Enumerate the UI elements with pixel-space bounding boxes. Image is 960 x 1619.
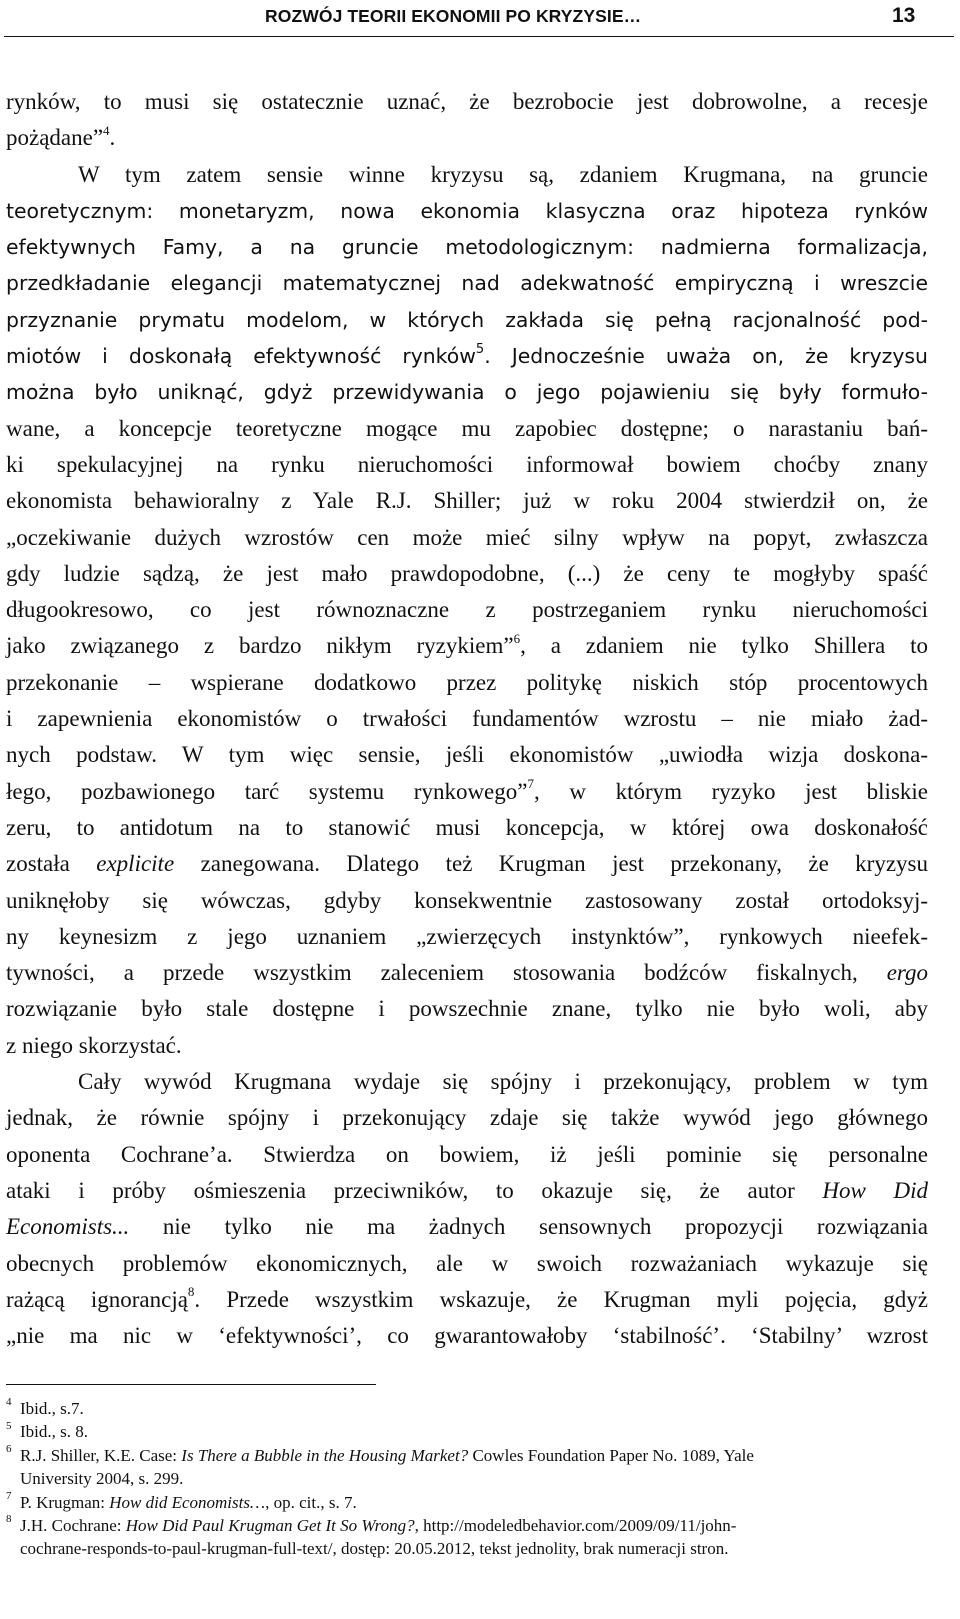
footnote-text: P. Krugman: [20,1492,110,1512]
body-line [6,919,928,955]
line-text: z niego skorzystać. [6,1032,182,1058]
footnote [6,1467,926,1490]
footnote-mark [6,1514,20,1537]
footnote-text-cont: Cowles Foundation Paper No. 1089, Yale [468,1445,754,1465]
body-line [6,1137,928,1173]
footnote-number: 5 [6,1419,12,1432]
line-text: obecnych problemów ekonomicznych, ale w swoich rozważaniach wykazuje się [6,1250,928,1276]
line-text: jako związanego z bardzo nikłym ryzykiem” [6,633,514,659]
line-text: tywności, a przede wszystkim zaleceniem stosowania bodźców fiskalnych, [6,960,887,986]
italic-text: explicite [96,851,175,877]
footnote-number: 8 [6,1513,12,1526]
line-text-cont: , a zdaniem nie tylko Shillera to [520,633,929,659]
body-line [6,1246,928,1282]
body-line [6,810,928,846]
footnote-title: How did Economists… [109,1492,266,1512]
footnote-number: 6 [6,1443,12,1456]
footnote-ref: 7 [527,775,534,791]
footnote-text: Ibid., s.7. [20,1399,84,1418]
body-line [6,665,928,701]
line-text: nie tylko nie ma żadnych sensownych propozycji rozwiązania [129,1214,928,1240]
body-line [6,991,928,1027]
footnote-mark [6,1397,20,1420]
line-text: ny keynesizm z jego uznaniem „zwierzęcych instynktów”, rynkowych nieefek- [6,923,928,949]
header-rule [4,36,954,37]
body-line [6,1209,928,1245]
body-line [6,1173,928,1209]
body-line [6,520,928,556]
body-line [6,338,928,374]
body-line [6,157,928,193]
line-text: łego, pozbawionego tarć systemu rynkowego” [6,778,528,804]
body-line [6,483,928,519]
footnote-text-cont: , http://modeledbehavior.com/2009/09/11/john- [414,1515,737,1535]
footnotes [6,1397,926,1561]
page-header [0,0,960,38]
body-line [6,846,928,882]
footnote-text-cont: , op. cit., s. 7. [265,1492,357,1512]
footnote-number: 4 [6,1396,12,1409]
body-line [6,374,928,410]
footnote [6,1397,926,1420]
footnote-ref: 5 [475,342,485,358]
body-line [6,774,928,810]
line-text-cont: . Przede wszystkim wskazuje, że Krugman myli pojęcia, gdyż [194,1286,928,1312]
body-line [6,120,928,156]
body-line [6,1100,928,1136]
footnote-mark [6,1444,20,1467]
line-text: ki spekulacyjnej na rynku nieruchomości informował bowiem choćby znany [6,451,928,477]
footnote-title: How Did Paul Krugman Get It So Wrong? [125,1515,415,1535]
line-text: rozwiązanie było stale dostępne i powszechnie znane, tylko nie było woli, aby [6,996,928,1022]
body-line [6,411,928,447]
body-line [6,84,928,120]
footnote-ref: 6 [513,630,521,646]
footnote-title: Is There a Bubble in the Housing Market? [181,1445,469,1465]
body-line [6,265,928,301]
body-line [6,628,928,664]
page-number: 13 [892,4,916,27]
body-line [6,229,928,265]
line-text: wane, a koncepcje teoretyczne mogące mu zapobiec dostępne; o narastaniu bań- [6,415,928,441]
line-text: Cały wywód Krugmana wydaje się spójny i przekonujący, problem w tym [78,1069,928,1095]
line-text-cont: , w którym ryzyko jest bliskie [533,778,928,804]
line-text: oponenta Cochrane’a. Stwierdza on bowiem, iż jeśli pominie się personalne [6,1141,928,1167]
line-text-cont: zanegowana. Dlatego też Krugman jest przekonany, że kryzysu [174,851,928,877]
line-text: i zapewnienia ekonomistów o trwałości fundamentów wzrostu – nie miało żad- [6,706,928,732]
body-line [6,592,928,628]
body-line [6,193,928,229]
footnote-text: R.J. Shiller, K.E. Case: [20,1445,182,1465]
line-text: rażącą ignorancją [6,1286,188,1312]
line-text: W tym zatem sensie winne kryzysu są, zdaniem Krugmana, na gruncie [78,161,928,187]
body-line [6,737,928,773]
line-text: przedkładanie elegancji matematycznej nad adekwatność empiryczną i wreszcie [6,271,928,296]
body-line [6,1282,928,1318]
footnote [6,1537,926,1560]
body-text [6,84,928,1354]
italic-text: How Did [822,1177,929,1203]
line-text: gdy ludzie sądzą, że jest mało prawdopodobne, (...) że ceny te mogłyby spaść [6,560,928,586]
body-line [6,1064,928,1100]
line-text: przekonanie – wspierane dodatkowo przez politykę niskich stóp procentowych [6,669,928,695]
footnote-text: Ibid., s. 8. [20,1422,88,1442]
footnote-mark [6,1491,20,1514]
line-text: „nie ma nic w ‘efektywności’, co gwarantowałoby ‘stabilność’. ‘Stabilny’ wzrost [6,1323,928,1349]
body-line [6,883,928,919]
footnote [6,1514,926,1537]
footnote-text: cochrane-responds-to-paul-krugman-full-text/, dostęp: 20.05.2012, tekst jednolity, brak numeracji stron. [20,1539,729,1559]
line-text-cont: . [109,125,116,151]
body-line [6,1028,928,1064]
italic-text: Economists... [6,1214,130,1240]
line-text-cont: . Jednocześnie uważa on, że kryzysu [484,344,928,369]
footnote [6,1444,926,1467]
footnote-text: J.H. Cochrane: [20,1515,126,1535]
body-line [6,302,928,338]
body-line [6,447,928,483]
body-line [6,1318,928,1354]
footnote [6,1491,926,1514]
italic-text: ergo [886,960,928,986]
line-text: długookresowo, co jest równoznaczne z postrzeganiem rynku nieruchomości [6,597,928,623]
footnote-text: University 2004, s. 299. [20,1469,184,1489]
line-text: można było uniknąć, gdyż przewidywania o jego pojawieniu się były formuło- [6,380,928,405]
line-text: uniknęłoby się wówczas, gdyby konsekwentnie zastosowany został ortodoksyj- [6,887,928,913]
line-text: „oczekiwanie dużych wzrostów cen może mieć silny wpływ na popyt, zwłaszcza [6,524,928,550]
footnote [6,1420,926,1443]
footnote-number: 7 [6,1489,12,1502]
line-text: przyznanie prymatu modelom, w których zakłada się pełną racjonalność pod- [6,307,928,332]
line-text: ataki i próby ośmieszenia przeciwników, to okazuje się, że autor [6,1177,823,1203]
line-text: efektywnych Famy, a na gruncie metodologicznym: nadmierna formalizacja, [6,235,928,260]
line-text: została [6,851,97,877]
line-text: teoretycznym: monetaryzm, nowa ekonomia klasyczna oraz hipoteza rynków [6,198,928,223]
line-text: miotów i doskonałą efektywność rynków [6,344,476,369]
running-title: ROZWÓJ TEORII EKONOMII PO KRYZYSIE… [265,6,642,26]
line-text: zeru, to antidotum na to stanowić musi koncepcja, w której owa doskonałość [6,814,928,840]
line-text: pożądane” [6,125,104,151]
line-text: jednak, że równie spójny i przekonujący zdaje się także wywód jego głównego [6,1105,928,1131]
body-line [6,556,928,592]
footnote-mark [6,1420,20,1443]
footnote-ref: 8 [187,1284,195,1300]
footnote-ref: 4 [103,122,110,138]
body-line [6,955,928,991]
line-text: ekonomista behawioralny z Yale R.J. Shiller; już w roku 2004 stwierdził on, że [6,488,928,514]
line-text: rynków, to musi się ostatecznie uznać, że bezrobocie jest dobrowolne, a recesje [6,89,928,114]
body-line [6,701,928,737]
footnote-separator [6,1384,376,1385]
line-text: nych podstaw. W tym więc sensie, jeśli ekonomistów „uwiodła wizja doskona- [6,742,928,768]
